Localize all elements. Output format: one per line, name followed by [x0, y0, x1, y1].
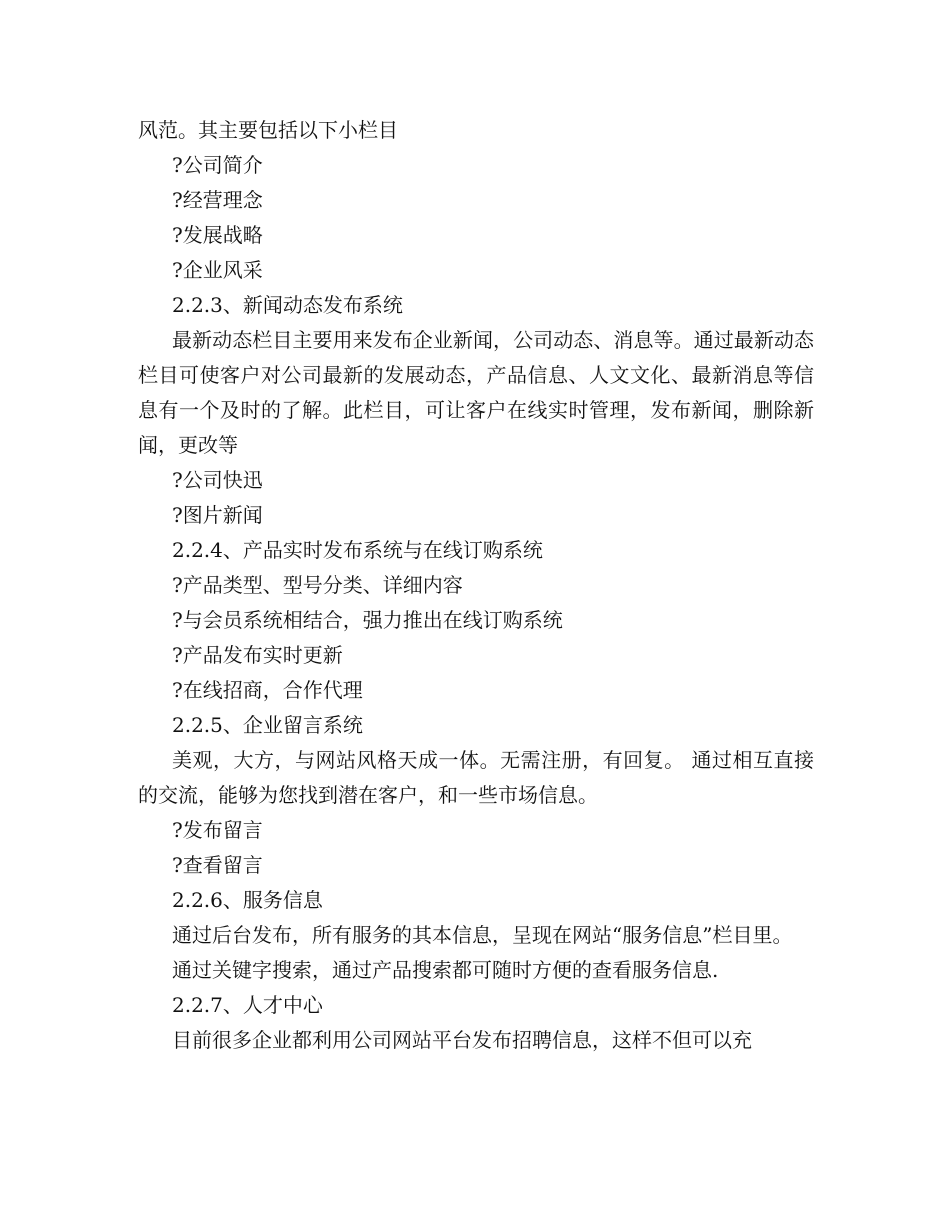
section-heading: 2.2.6、服务信息 [172, 888, 323, 912]
list-item: ?企业风采 [172, 258, 263, 282]
list-item: ?查看留言 [172, 853, 263, 877]
document-body [138, 113, 814, 1058]
list-item: ?产品发布实时更新 [172, 643, 343, 667]
list-item: ?产品类型、型号分类、详细内容 [172, 573, 463, 597]
list-item: ?图片新闻 [172, 503, 263, 527]
text-line: 通过关键字搜索，通过产品搜索都可随时方便的查看服务信息. [172, 958, 719, 982]
section-heading: 2.2.3、新闻动态发布系统 [172, 293, 403, 317]
section-heading: 2.2.4、产品实时发布系统与在线订购系统 [172, 538, 543, 562]
section-heading: 2.2.7、人才中心 [172, 993, 323, 1017]
paragraph: 通过后台发布，所有服务的其本信息，呈现在网站“服务信息”栏目里。 [172, 923, 793, 947]
list-item: ?公司简介 [172, 153, 263, 177]
list-item: ?发展战略 [172, 223, 263, 247]
list-item: ?公司快迅 [172, 468, 263, 492]
section-heading: 2.2.5、企业留言系统 [172, 713, 363, 737]
paragraph: 美观，大方，与网站风格天成一体。无需注册，有回复。 通过相互直接的交流，能够为您找到潜在客户，和一些市场信息。 [138, 748, 814, 807]
text-line: 目前很多企业都利用公司网站平台发布招聘信息，这样不但可以充 [172, 1028, 752, 1052]
list-item: ?在线招商，合作代理 [172, 678, 363, 702]
text-line: 风范。其主要包括以下小栏目 [138, 118, 398, 142]
paragraph: 最新动态栏目主要用来发布企业新闻，公司动态、消息等。通过最新动态栏目可使客户对公司最新的发展动态，产品信息、人文文化、最新消息等信息有一个及时的了解。此栏目，可让客户在线实时管理，发布新闻，删除新闻，更改等 [138, 328, 814, 457]
list-item: ?经营理念 [172, 188, 263, 212]
list-item: ?发布留言 [172, 818, 263, 842]
list-item: ?与会员系统相结合，强力推出在线订购系统 [172, 608, 563, 632]
